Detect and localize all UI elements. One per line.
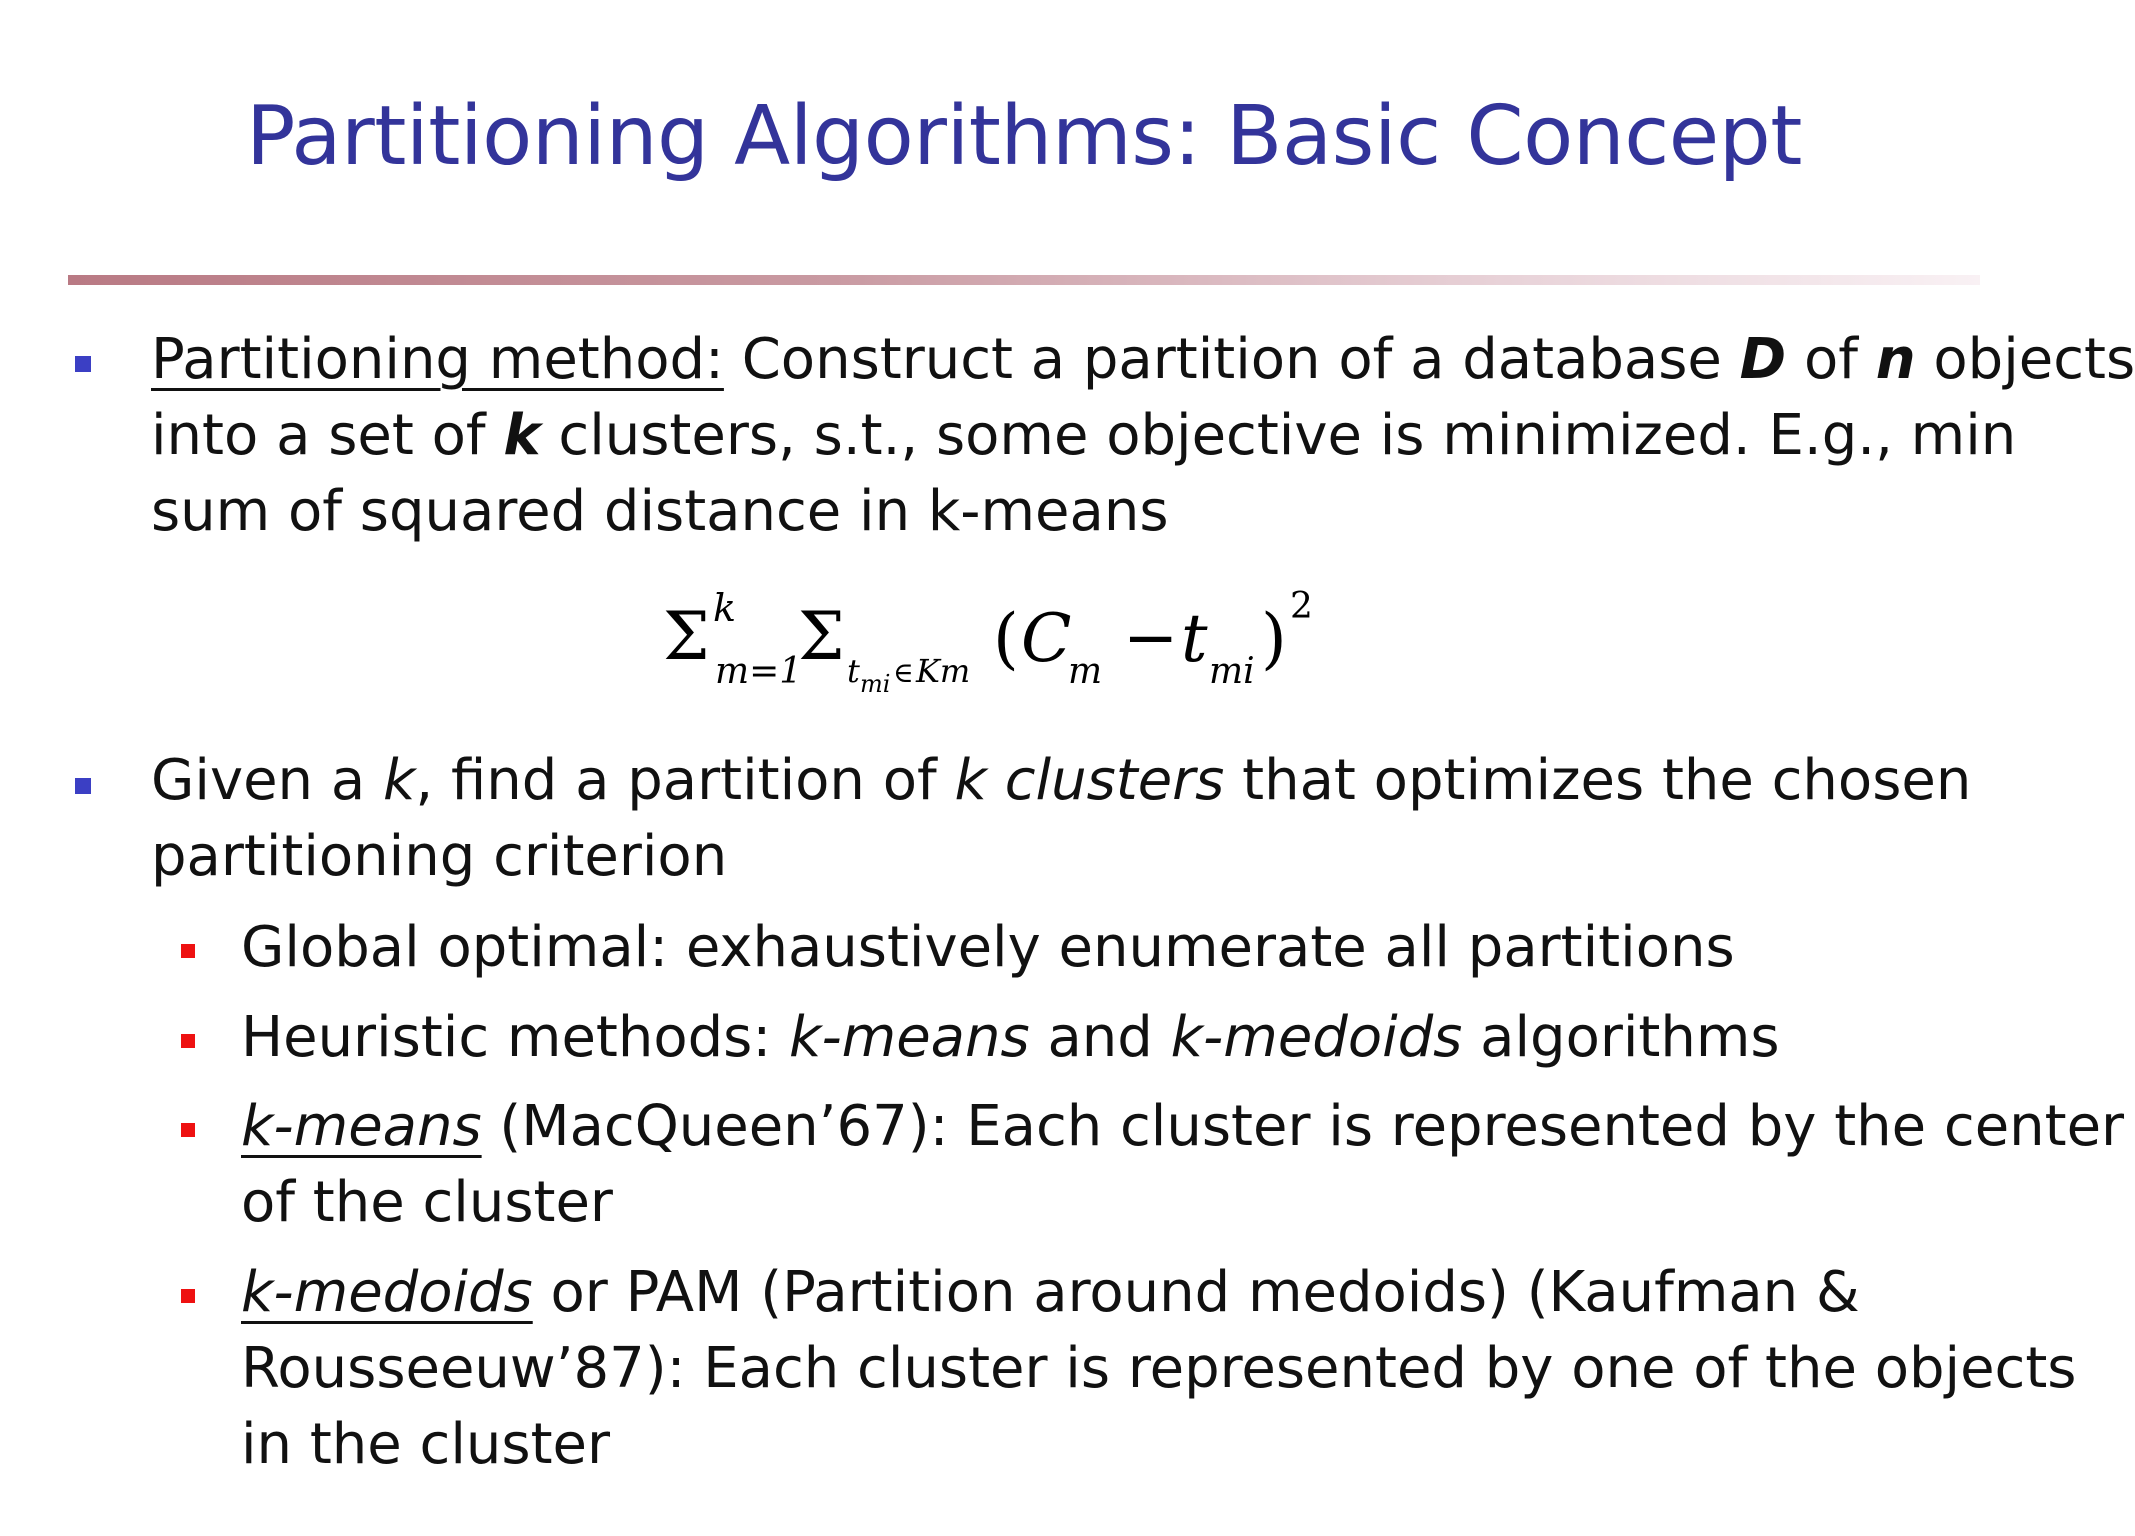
bullet-1-line-1-a: Construct a partition of a database [723,327,1740,392]
sub-bullet-4-k-medoids: k-medoids [241,1260,533,1325]
sub-bullet-1-icon [181,944,195,958]
first-sum-upper-bound: k [713,586,737,630]
centroid-symbol: C [1021,600,1072,677]
object-symbol: t [1181,600,1208,677]
k-clusters-term: k clusters [954,748,1225,813]
sub-bullet-4-a: or PAM (Partition around medoids) (Kaufman & [532,1260,1860,1325]
partitioning-method-label: Partitioning method: [151,327,724,392]
bullet-2-line-1-c: that optimizes the chosen [1224,748,1972,813]
centroid-subscript: m [1068,651,1103,692]
second-sum-t-subscript: t [847,652,860,690]
second-sum-t-index: mi [860,670,891,698]
minus-sign: − [1123,599,1179,676]
sub-bullet-2-icon [181,1034,195,1048]
sub-bullet-3-k-means: k-means [241,1094,482,1159]
bullet-1-line-3: sum of squared distance in k-means [151,479,1169,544]
bullet-1-line-1-b: of [1786,327,1876,392]
bullet-2-line-2: partitioning criterion [151,824,728,889]
main-bullet-2-icon [75,778,91,794]
formula-svg [663,582,1313,698]
given-k-symbol: k [382,748,416,813]
sub-bullet-2-a: Heuristic methods: [241,1005,790,1070]
bullet-2-line-1-a: Given a [151,748,383,813]
sub-bullet-1-text: Global optimal: exhaustively enumerate all partitions [241,915,1735,980]
sub-bullet-4-line-3: in the cluster [241,1412,611,1477]
bullet-1-line-1-c: objects [1915,327,2135,392]
second-sum-sigma: Σ [798,598,845,675]
sub-bullet-4-line-1 [241,1255,1860,1331]
close-parenthesis: ) [1261,600,1287,677]
sub-bullet-3-line-2: of the cluster [241,1170,613,1235]
bullet-2-line-1 [151,743,1971,819]
objects-n-symbol: n [1875,327,1916,392]
cluster-set-symbol: Km [916,652,971,690]
sub-bullet-2-k-medoids: k-medoids [1170,1005,1463,1070]
sub-bullet-2-c: algorithms [1462,1005,1780,1070]
main-bullet-1-icon [75,356,91,372]
sub-bullet-3-line-1 [241,1089,2124,1165]
square-exponent: 2 [1290,586,1313,627]
bullet-1-line-1 [151,322,2135,398]
sub-bullet-4-line-2: Rousseeuw’87): Each cluster is represented by one of the objects [241,1336,2077,1401]
title-divider [68,275,1980,285]
clusters-k-symbol: k [503,403,541,468]
bullet-1-line-2 [151,398,2016,474]
open-parenthesis: ( [993,600,1019,677]
first-sum-sigma: Σ [663,598,710,675]
sub-bullet-4-icon [181,1289,195,1303]
bullet-2-line-1-b: , find a partition of [415,748,955,813]
slide-title: Partitioning Algorithms: Basic Concept [246,89,1802,184]
bullet-1-line-2-a: into a set of [151,403,504,468]
first-sum-lower-bound: m=1 [715,651,803,692]
sub-bullet-3-icon [181,1123,195,1137]
sub-bullet-2-b: and [1029,1005,1171,1070]
bullet-1-line-2-b: clusters, s.t., some objective is minimized. E.g., min [540,403,2017,468]
sub-bullet-2-k-means: k-means [789,1005,1030,1070]
database-d-symbol: D [1739,327,1787,392]
sub-bullet-3-a: (MacQueen’67): Each cluster is represented by the center [481,1094,2125,1159]
sub-bullet-2-text [241,1000,1780,1076]
object-subscript: mi [1209,651,1255,692]
element-of-symbol: ∈ [893,656,914,689]
k-means-objective-formula [663,582,1313,698]
